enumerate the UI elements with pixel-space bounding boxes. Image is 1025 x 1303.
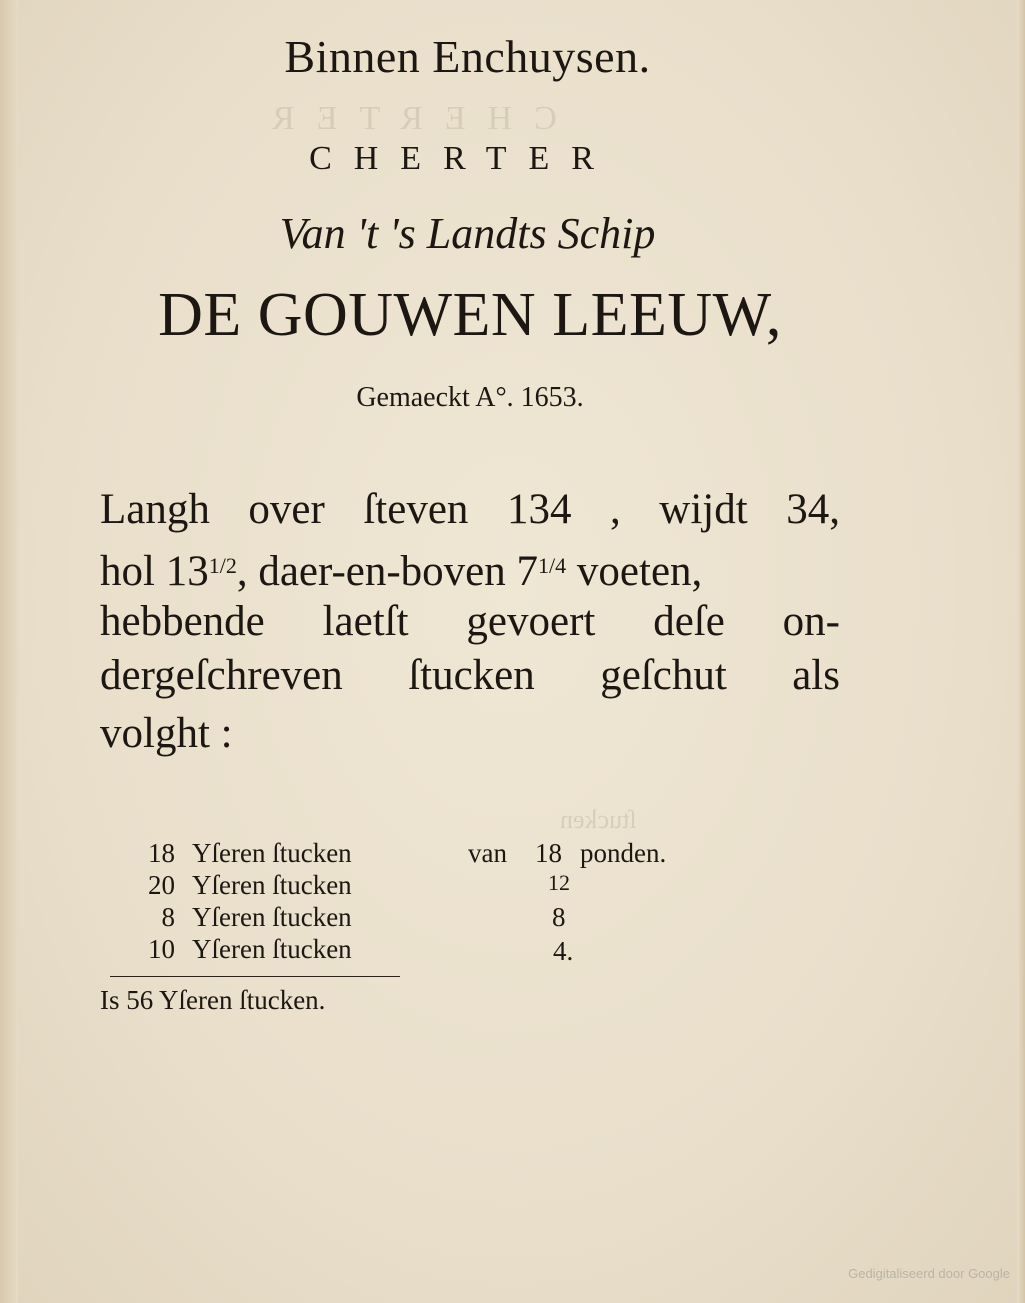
show-through-text: ſtucken bbox=[560, 805, 637, 834]
show-through-text: CHERTER bbox=[250, 100, 557, 137]
gun-count: 8 bbox=[161, 902, 175, 932]
build-date: Gemaeckt A°. 1653. bbox=[356, 382, 584, 413]
weight-unit: ponden. bbox=[580, 838, 667, 868]
body-line-2-part-b: , daer-en-boven 7 bbox=[236, 548, 539, 595]
gun-kind: Yſeren ſtucken bbox=[192, 838, 352, 868]
page-header: Binnen Enchuysen. bbox=[284, 31, 651, 82]
gun-weight: 8 bbox=[552, 902, 566, 932]
body-line-2 bbox=[100, 538, 840, 600]
gun-kind: Yſeren ſtucken bbox=[192, 934, 352, 964]
digitization-watermark: Gedigitaliseerd door Google bbox=[848, 1266, 1010, 1281]
page-gutter bbox=[0, 0, 18, 1303]
body-line-3: hebbende laetſt gevoert deſe on- bbox=[100, 598, 840, 645]
van-label: van bbox=[468, 838, 507, 868]
body-line-2-part-a: hol 13 bbox=[100, 548, 209, 595]
guns-total: Is 56 Yſeren ſtucken. bbox=[100, 985, 326, 1015]
body-line-5: volght : bbox=[100, 710, 233, 757]
body-line-2-part-c: voeten, bbox=[566, 548, 703, 595]
gun-weight: 4. bbox=[553, 936, 574, 966]
page-edge bbox=[1017, 0, 1025, 1303]
gun-weight: 12 bbox=[548, 870, 570, 895]
subtitle: Van 't 's Landts Schip bbox=[279, 209, 656, 258]
gun-count: 18 bbox=[148, 838, 175, 868]
gun-kind: Yſeren ſtucken bbox=[192, 902, 352, 932]
body-line-4: dergeſchreven ſtucken geſchut als bbox=[100, 652, 840, 699]
fraction-half: 1/2 bbox=[208, 553, 237, 578]
gun-kind: Yſeren ſtucken bbox=[192, 870, 352, 900]
gun-count: 20 bbox=[148, 870, 175, 900]
gun-count: 10 bbox=[148, 934, 175, 964]
total-rule bbox=[110, 976, 400, 977]
document-type-heading: CHERTER bbox=[309, 140, 616, 177]
body-line-1: Langh over ſteven 134 , wijdt 34, bbox=[100, 486, 840, 533]
fraction-quarter: 1/4 bbox=[538, 553, 567, 578]
ship-name: DE GOUWEN LEEUW, bbox=[158, 281, 782, 349]
gun-weight: 18 bbox=[535, 838, 562, 868]
